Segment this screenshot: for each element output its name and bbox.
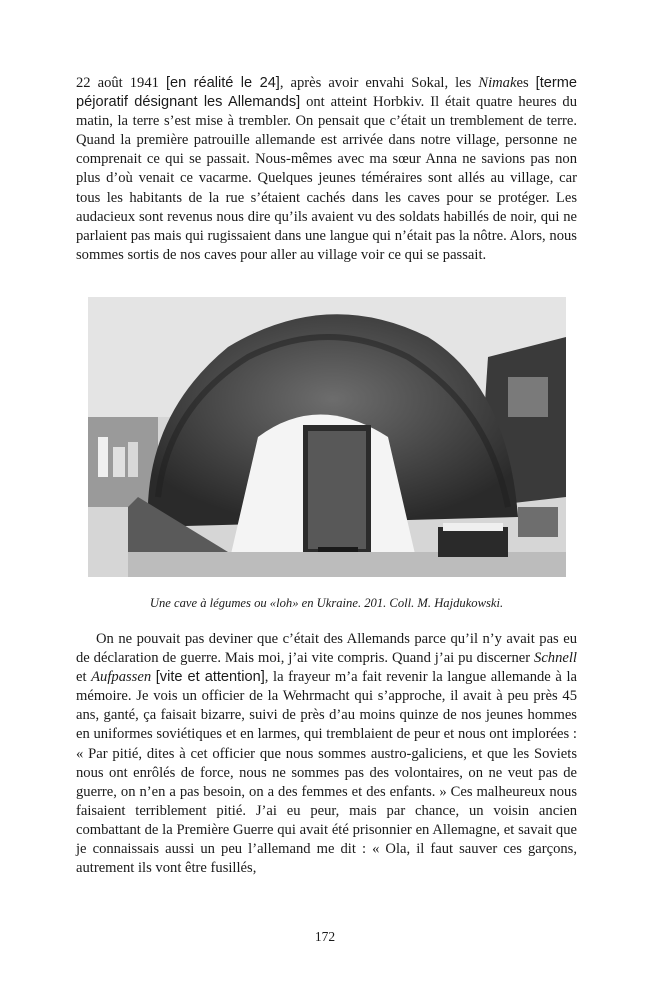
text-run: , après avoir envahi Sokal, les	[279, 75, 479, 91]
editor-note: [en réalité le 24]	[165, 75, 280, 91]
photo-illustration	[88, 297, 566, 577]
editor-note: [vite et attention]	[155, 669, 265, 686]
text-run: , la frayeur m’a fait revenir la langue allemande à la mémoire. Je vois un officier de la Wehrmacht qui s’approche, il avait à peu près 45 ans, ganté, ça faisait bizarre, suivi de près d’au moins quinze de nos jeunes hommes en uniformes soviétiques et en larmes, qui tremblaient de peur et nous ont implorées : « Par pitié, dites à cet officier que nous sommes austro-galiciens, et que les Soviets nous ont enrôlés de force, nous ne sommes pas des volontaires, on ne veut pas de guerre, on n’en a pas besoin, on a des femmes et des enfants. » Ces malheureux nous faisaient terriblement pitié. J’ai eu peur, mais par chance, un voisin ancien combattant de la Première Guerre qui avait été prisonnier en Allemagne, et savait que je connaissais aussi un peu l’allemand me dit : « Ola, il faut sauver ces garçons, autrement ils vont être fusillés,	[76, 669, 577, 877]
paragraph-2	[76, 630, 577, 878]
editor-note: [terme péjoratif désignant les Allemands]	[76, 75, 577, 111]
page-number: 172	[314, 929, 336, 944]
italic-term: Aufpassen	[91, 669, 152, 686]
text-run: ont atteint Horbkiv. Il était quatre heures du matin, la terre s’est mise à trembler. On pensait que c’était un tremblement de terre. Quand la première patrouille allemande est arrivée dans notre village, personne ne comprenait ce qui se passait. Nous-mêmes avec ma sœur Anna ne savions pas non plus d’où venait ce vacarme. Quelques jeunes téméraires sont allés au village, car tous les habitants de la rue s’étaient cachés dans les caves pour se protéger. Les audacieux sont revenus nous dire qu’ils avaient vu des soldats habillés de noir, qui ne parlaient pas mais qui rugissaient dans une langue qui n’était pas la nôtre. Alors, nous sommes sortis de nos caves pour aller au village voir ce qui se passait.	[76, 94, 577, 263]
text-run: es	[516, 75, 536, 91]
text-run: et	[76, 669, 92, 686]
figure-caption: Une cave à légumes ou «loh» en Ukraine. 201. Coll. M. Hajdukowski.	[149, 596, 504, 610]
paragraph-1	[76, 74, 577, 265]
italic-term: Schnell	[534, 650, 577, 667]
italic-term: Nimak	[478, 75, 517, 91]
root-cellar-photo	[88, 297, 566, 577]
text-run: On ne pouvait pas deviner que c’était des Allemands parce qu’il n’y avait pas eu de déclaration de guerre. Mais moi, j’ai vite compris. Quand j’ai pu discerner	[76, 631, 577, 667]
text-run: 22 août 1941	[76, 75, 166, 91]
